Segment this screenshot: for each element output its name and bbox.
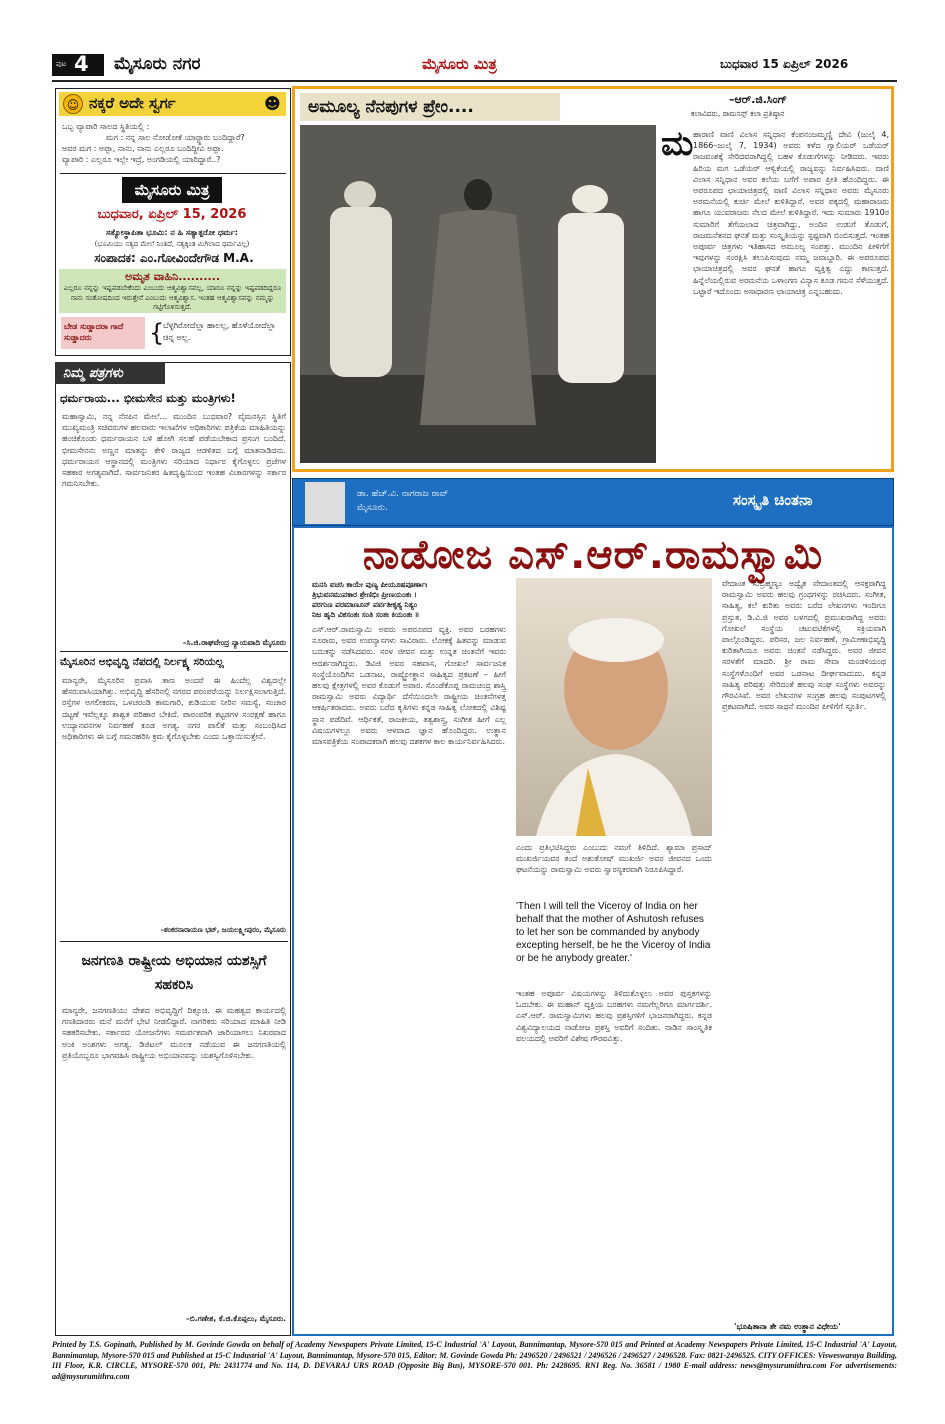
amrutha-band [59,269,286,313]
letter3-title: ಜನಗಣತಿ ರಾಷ್ಟ್ರೀಯ ಅಭಿಯಾನ ಯಶಸ್ಸಿಗೆ ಸಹಕರಿಸಿ [81,953,267,993]
feature2-col2-bottom: ಇಂತಹ ಅಪೂರ್ವ ವಿಷಯಗಳನ್ನು ತಿಳಿದುಕೊಳ್ಳಲು ಅವರ ಪುಸ್ತಕಗಳನ್ನು ಓದಬೇಕು. ಈ ಮಹಾನ್ ವ್ಯಕ್ತಿಯ ಬರಹಗಳು ನಮಗೆಲ್ಲರಿಗೂ ಮಾರ್ಗದರ್ಶಿ. ಎಸ್.ಆರ್. ರಾಮಸ್ವಾಮಿಗಳು ಹಲವು ಪ್ರಶಸ್ತಿಗಳಿಗೆ ಭಾಜನರಾಗಿದ್ದರು. ಕನ್ನಡ ವಿಶ್ವವಿದ್ಯಾಲಯದ ನಾಡೋಜ ಪ್ರಶಸ್ತಿ ಅವರಿಗೆ ಸಂದಿತು. ನಾಡಿನ ಸಾಂಸ್ಕೃತಿಕ ವಲಯದಲ್ಲಿ ಅವರಿಗೆ ವಿಶೇಷ ಗೌರವವಿತ್ತು. [516,989,712,1043]
divider [60,941,288,942]
humor-line: ಅವರ ಮಗ : ಅಪ್ಪಾ, ನಾನು, ನಾನು ಎಲ್ಲರೂ ಬಂದಿದ್ದೀವಿ ಅಪ್ಪಾ. [62,144,224,153]
feature2-col2-top: ಎಂದು ಪ್ರತಿಭಟಿಸಿದ್ದರು ಎಂಬುದು ನಮಗೆ ತಿಳಿದಿದೆ. ಶ್ಯಾಮಾ ಪ್ರಸಾದ್ ಮುಖರ್ಜಿಯವರ ತಂದೆ ಅಶುತೋಷ್ ಮುಖರ್ಜಿ ಅವರ ಜೀವನದ ಒಂದು ಘಟನೆಯನ್ನು ರಾಮಸ್ವಾಮಿ ಅವರು ಸ್ವಾರಸ್ಯಕರವಾಗಿ ನಿರೂಪಿಸಿದ್ದಾರೆ. [516,843,712,875]
mast-date: ಬುಧವಾರ, ಏಪ್ರಿಲ್ 15, 2026 [97,207,247,222]
feature2-body-frame [292,526,894,1336]
letter1-title: ಧರ್ಮರಾಯ... ಭೀಮಸೇನ ಮತ್ತು ಮಂತ್ರಿಗಳು! [60,391,236,405]
verse-line-4: ನಿಜ ಹೃದಿ ವಿಕಸಂತಃ ಸಂತಿ ಸಂತಃ ಕಿಯಂತಃ ॥ [312,610,420,619]
letter3-sign: –ಬಿ.ಗಣೇಶ, ಕೆ.ಜಿ.ಕೊಪ್ಪಲು, ಮೈಸೂರು. [185,1314,286,1323]
amrutha-text: ಎಲ್ಲರೂ ನನ್ನನ್ನು ಇಷ್ಟಪಡಬೇಕೆಂದು ಎಂಬುದು ಆತ್ಮವಿಶ್ವಾಸವಲ್ಲ, ಯಾರೂ ನನ್ನನ್ನು ಇಷ್ಟಪಡದಿದ್ದರೂ ನಾನು ಸಂತೋಷದಿಂದ ಇರುತ್ತೇನೆ ಎಂಬುದು ಆತ್ಮವಿಶ್ವಾಸ. ಇಂತಹ ಆತ್ಮವಿಶ್ವಾಸವನ್ನು ನಮ್ಮನ್ನು ಗಟ್ಟಿಗೊಳಿಸುತ್ತದೆ. [63,284,282,311]
masthead-small: ಮೈಸೂರು ಮಿತ್ರ [422,55,497,73]
proverb-label: ಬೇಡ ಸುಡ್ಡಾದರಾ ಗಾದೆ ಸುಡ್ಡಾದರು [61,317,145,349]
footer-imprint: Printed by T.S. Gopinath, Published by M. Govinde Gowda on behalf of Academy Newspapers Private Limited, 15-C Industrial 'A' Layout, Bannimantap, Mysore-570 015 and Printed at Academy Newspapers Private Limited, 15-C Industrial 'A' Layout, Bannimantap, Mysore-570 015 and Published at 15-C Industrial 'A' Layout, Bannimantap, Mysore-570 015, Editor: M. Govinde Gowda Ph: 2496520 / 2496521 / 2496526 / 2496527 / 2496528. Fax: 0821-2496525. CITY OFFICES: Visweswaraya Building, III Floor, K.R. CIRCLE, MYSORE-570 001, Ph: 2431774 and No. 114, D. DEVARAJ URS ROAD (Opposite Big Bus), MYSORE-570 001. Ph: 2428695. RNI Reg. No. 36581 / 1980 E-mail address: news@mysurumithra.com For advertisements: ad@mysurumithra.com [52,1340,897,1381]
feature1-byline-name: –ಆರ್.ಜಿ.ಸಿಂಗ್ [729,93,788,106]
humor-title: ನಕ್ಕರೆ ಅದೇ ಸ್ವರ್ಗ [89,94,176,112]
feature2-col1: ಎಸ್.ಆರ್.ರಾಮಸ್ವಾಮಿ ಅವರು ಅಪರೂಪದ ವ್ಯಕ್ತಿ. ಅವರ ಬರಹಗಳು ನೂರಾರು, ಅವರ ಉಪನ್ಯಾಸಗಳು ಸಾವಿರಾರು. ಲೋಕಕ್ಕೆ ಹಿತವನ್ನು ಮಾಡುವ ಬದುಕನ್ನು ನಡೆಸಿದವರು. ಸರಳ ಜೀವನ ಮತ್ತು ಉನ್ನತ ಚಿಂತನೆಗೆ ಇವರು ಆದರ್ಶರಾಗಿದ್ದರು. ಡಿವಿಜಿ ಅವರ ಸಹವಾಸ, ಗೋಖಲೆ ಸಾರ್ವಜನಿಕ ಸಂಸ್ಥೆಯೊಂದಿಗಿನ ಒಡನಾಟ, ರಾಷ್ಟ್ರೋತ್ಥಾನ ಸಾಹಿತ್ಯದ ಪ್ರಕಟಣೆ – ಹೀಗೆ ಹಲವು ಕ್ಷೇತ್ರಗಳಲ್ಲಿ ಅವರ ಕೊಡುಗೆ ಅಪಾರ. ಸೊಂಡೆಕೊಪ್ಪ ರಾಮಚಂದ್ರ ಶಾಸ್ತ್ರಿ ರಾಮಸ್ವಾಮಿ ಅವರು ವಿದ್ಯಾರ್ಥಿ ದೆಸೆಯಿಂದಲೇ ರಾಷ್ಟ್ರೀಯ ಚಿಂತನೆಗಳತ್ತ ಆಕರ್ಷಿತರಾದರು. ಅವರು ಬರೆದ ಕೃತಿಗಳು ಕನ್ನಡ ಸಾಹಿತ್ಯ ಲೋಕದಲ್ಲಿ ವಿಶಿಷ್ಟ ಸ್ಥಾನ ಪಡೆದಿವೆ. ಆರ್ಥಿಕತೆ, ರಾಜಕೀಯ, ತತ್ವಶಾಸ್ತ್ರ, ಸಂಗೀತ ಹೀಗೆ ಎಲ್ಲ ವಿಷಯಗಳಲ್ಲೂ ಅವರು ಆಳವಾದ ಜ್ಞಾನ ಹೊಂದಿದ್ದರು. ಉತ್ಥಾನ ಮಾಸಪತ್ರಿಕೆಯ ಸಂಪಾದಕರಾಗಿ ಹಲವು ದಶಕಗಳ ಕಾಲ ಕಾರ್ಯನಿರ್ವಹಿಸಿದರು. [312,625,506,747]
mini-masthead [122,177,222,203]
feature1-title-band [300,93,560,121]
humor-line: ಒಬ್ಬ ವ್ಯಾಪಾರಿ ಸಾಲದ ಸ್ಥಿತಿಯಲ್ಲಿ : [62,122,150,131]
feature1-body: ಹಾರಾಣಿ ವಾಣಿ ವಿಲಾಸ ಸನ್ನಿಧಾನ ಕೆಂಪನಂಜಮ್ಮಣ್ಣಿ ದೇವಿ (ಜುಲೈ 4, 1866–ಜುಲೈ 7, 1934) ಅವರು ಕಳೆದ ಗ್ವಾಲಿಯರ್ ಒಡೆಯರ್ ರಾಜವಂಶಕ್ಕೆ ಸೇರಿದವರಾಗಿದ್ದಲ್ಲಿ ಬಹಳ ಕೊಡುಗೆಗಳನ್ನು ನೀಡಿದರು. ಇವರು ಹಿರಿಯ ಮಗ ಒಡೆಯರ್ ಆಳ್ವಿಕೆಯಲ್ಲಿ ರಾಜ್ಯವನ್ನು ನಿರ್ವಹಿಸಿದರು. ವಾಣಿ ವಿಲಾಸ ಸನ್ನಿಧಾನ ಅವರ ಕಲೆಯ ಬಗೆಗೆ ಅಪಾರ ಪ್ರೀತಿ ಹೊಂದಿದ್ದರು. ಈ ಅಪರೂಪದ ಛಾಯಾಚಿತ್ರದಲ್ಲಿ ವಾಣಿ ವಿಲಾಸ ಸನ್ನಿಧಾನ ಅವರು ಮೈಸೂರು ಅರಮನೆಯಲ್ಲಿ ಕುರ್ಚಿ ಮೇಲೆ ಕುಳಿತಿದ್ದಾರೆ. ಅವರ ಪಕ್ಕದಲ್ಲಿ ಮಹಾರಾಜರು ಹಾಗೂ ಯುವರಾಜರು ನೆಲದ ಮೇಲೆ ಕುಳಿತಿದ್ದಾರೆ. ಇದು ಸುಮಾರು 1910ರ ಸುಮಾರಿಗೆ ತೆಗೆಯಲಾದ ಚಿತ್ರವಾಗಿದ್ದು, ಅಂದಿನ ಉಡುಗೆ ತೊಡುಗೆ, ರಾಜಮನೆತನದ ಘನತೆ ಮತ್ತು ಸಂಸ್ಕೃತಿಯನ್ನು ಸ್ಪಷ್ಟವಾಗಿ ಬಿಂಬಿಸುತ್ತದೆ. ಇಂತಹ ಅಪೂರ್ವ ಚಿತ್ರಗಳು ಇತಿಹಾಸದ ಅಮೂಲ್ಯ ಸಂಪತ್ತು. ಮುಂದಿನ ಪೀಳಿಗೆಗೆ ಇವುಗಳನ್ನು ಸಂರಕ್ಷಿಸಿ ತಲುಪಿಸುವುದು ನಮ್ಮ ಜವಾಬ್ದಾರಿ. ಈ ಅಪರೂಪದ ಛಾಯಾಚಿತ್ರದಲ್ಲಿ ಅವರ ಘನತೆ ಹಾಗೂ ವ್ಯಕ್ತಿತ್ವ ಎದ್ದು ಕಾಣುತ್ತದೆ. ಹಿನ್ನೆಲೆಯಲ್ಲಿರುವ ಅರಮನೆಯ ಒಳಾಂಗಣ ವಿನ್ಯಾಸ ಕೂಡ ಗಮನ ಸೆಳೆಯುತ್ತದೆ. ಒಟ್ಟಾರೆ ಇದೊಂದು ಅಸಾಧಾರಣ ಛಾಯಾಚಿತ್ರ ಎನ್ನಬಹುದು. [693,130,889,296]
letter1-sign: –ಸಿ.ಜಿ.ರಾಘವೇಂದ್ರ ನ್ಯಾಯವಾದಿ ಮೈಸೂರು [182,638,286,647]
feature2-headline: ನಾಡೋಜ ಎಸ್.ಆರ್.ರಾಮಸ್ವಾಮಿ [362,532,824,578]
feature1-dropcap: ಮ [661,124,694,164]
letters-box [55,362,291,1336]
divider [60,173,286,174]
section-title: ಮೈಸೂರು ನಗರ [114,54,201,74]
humor-box [55,88,291,356]
divider [60,651,288,652]
portrait-figures [300,125,656,463]
feature2-header [292,478,894,526]
portrait-sketch [516,578,712,836]
column-name: ಸಂಸ್ಕೃತಿ ಚಿಂತನಾ [733,491,813,509]
ramaswamy-photo [516,578,712,836]
verse-line-2: ತ್ರಿಭುವನಮುಪಕಾರ ಶ್ರೇಣಿಭಿಃ ಪ್ರೀಣಯಂತಃ । [312,590,417,599]
verse-line-1: ಮನಸಿ ವಚಸಿ ಕಾಯೇ ಪುಣ್ಯ ಪೀಯೂಷಪೂರ್ಣಾಃ [312,580,428,589]
pull-quote: 'Then I will tell the Viceroy of India on her behalf that the mother of Ashutosh refuses to let her son be commanded by anybody excepting herself, be he the Viceroy of India or be he anybody greater.' [516,901,711,964]
letter2-title: ಮೈಸೂರಿನ ಅಭಿವೃದ್ಧಿ ನೆಪದಲ್ಲಿ ನಿರ್ಲಕ್ಷ್ಯ ಸರಿಯಲ್ಲ [60,656,224,668]
feature2-col3: ವೇದಾಂತ ಸುಬ್ರಹ್ಮಣ್ಯಂ ಅದ್ವೈತ ವೇದಾಂತದಲ್ಲಿ ಆಸಕ್ತರಾಗಿದ್ದ ರಾಮಸ್ವಾಮಿ ಅವರು ಹಲವು ಗ್ರಂಥಗಳನ್ನು ರಚಿಸಿದರು. ಸಂಗೀತ, ಸಾಹಿತ್ಯ, ಕಲೆ ಕುರಿತು ಅವರು ಬರೆದ ಲೇಖನಗಳು ಇಂದಿಗೂ ಪ್ರಸ್ತುತ. ಡಿ.ವಿ.ಜಿ ಅವರ ಬಳಗದಲ್ಲಿ ಪ್ರಮುಖರಾಗಿದ್ದ ಅವರು ಗೋಖಲೆ ಸಂಸ್ಥೆಯ ಚಟುವಟಿಕೆಗಳಲ್ಲಿ ಸಕ್ರಿಯವಾಗಿ ಪಾಲ್ಗೊಂಡಿದ್ದರು. ಪರಿಸರ, ಜಲ ನಿರ್ವಹಣೆ, ಗ್ರಾಮೀಣಾಭಿವೃದ್ಧಿ ಕುರಿತಾಗಿಯೂ ಅವರು ಚಿಂತನೆ ನಡೆಸಿದ್ದರು. ಅವರ ಜೀವನ ಸರಳತೆಗೆ ಮಾದರಿ. ಶ್ರೀ ರಾಮ ಸೇವಾ ಮಂಡಳಿಯಂಥ ಸಂಸ್ಥೆಗಳೊಂದಿಗೆ ಅವರ ಒಡನಾಟ ದೀರ್ಘವಾದುದು. ಕನ್ನಡ ಸಾಹಿತ್ಯ ಪರಿಷತ್ತು ಸೇರಿದಂತೆ ಹಲವು ಸಂಘ ಸಂಸ್ಥೆಗಳು ಅವರನ್ನು ಗೌರವಿಸಿವೆ. ಅವರ ಲೇಖನಗಳ ಸಂಗ್ರಹ ಹಲವು ಸಂಪುಟಗಳಲ್ಲಿ ಪ್ರಕಟವಾಗಿದೆ. ಅವರ ಸಾಧನೆ ಮುಂದಿನ ಪೀಳಿಗೆಗೆ ಸ್ಫೂರ್ತಿ. [722,579,886,712]
feature1-byline-role: ಕಲಾವಿದರು, ರಾಮಸನ್ಸ್ ಕಲಾ ಪ್ರತಿಷ್ಠಾನ [691,109,785,118]
author-photo [305,482,345,524]
letter3-body: ಮಾನ್ಯರೇ, ಜನಗಣತಿಯು ದೇಶದ ಅಭಿವೃದ್ಧಿಗೆ ದಿಕ್ಸೂಚಿ. ಈ ಮಹತ್ವದ ಕಾರ್ಯದಲ್ಲಿ ಗಣತಿದಾರರು ಮನೆ ಮನೆಗೆ ಭೇಟಿ ನೀಡಲಿದ್ದಾರೆ. ನಾಗರಿಕರು ಸರಿಯಾದ ಮಾಹಿತಿ ನೀಡಿ ಸಹಕರಿಸಬೇಕು. ಸರ್ಕಾರದ ಯೋಜನೆಗಳು ಸಮರ್ಪಕವಾಗಿ ಜಾರಿಯಾಗಲು ನಿಖರವಾದ ಅಂಕಿ ಅಂಶಗಳು ಅಗತ್ಯ. ಡಿಜಿಟಲ್ ಮೂಲಕ ನಡೆಯುವ ಈ ಜನಗಣತಿಯಲ್ಲಿ ಪ್ರತಿಯೊಬ್ಬರೂ ಭಾಗವಹಿಸಿ ರಾಷ್ಟ್ರೀಯ ಅಭಿಯಾನವನ್ನು ಯಶಸ್ವಿಗೊಳಿಸಬೇಕು. [62,1006,286,1060]
humor-line: ಮಗ : ನನ್ನ ಸಾಲ ನೋಡೋಕೆ ಯಾರ್‍ದ್ದಾರು ಬಂದಿದ್ದಾರೆ? [106,133,245,142]
royal-portrait-photo [300,125,656,463]
letter1-body: ಮಹಾಸ್ವಾಮಿ, ನನ್ನ ನೆನಪಿನ ಮೇಲೆ... ಮುಂದಿನ ಬುಧವಾರ? ವೈಮನಸ್ಸಿನ ಸ್ಥಿತಿಗೆ ಮುಖ್ಯಮಂತ್ರಿ ಸಚಿವರುಗಳ ಹಲವಾರು ಇಲಾಖೆಗಳ ಅಧಿಕಾರಿಗಳು ಪತ್ರಿಕೆಯ ಮಾಹಿತಿಯನ್ನು ಹಂಚಿಕೊಂಡು ಧರ್ಮರಾಯನ ಬಳಿ ಹೋಗಿ ಸಲಹೆ ಪಡೆಯಬೇಕಾದ ಪ್ರಸಂಗ ಬಂದಿದೆ. ಭೀಮಸೇನನು ಅಣ್ಣನ ಮಾತನ್ನು ಕೇಳಿ ರಾಜ್ಯದ ಆಡಳಿತದ ಬಗ್ಗೆ ಮಾತನಾಡಿದನು. ಧರ್ಮರಾಯನ ಆಸ್ಥಾನದಲ್ಲಿ ಮಂತ್ರಿಗಳು ಸರಿಯಾದ ನಿರ್ಧಾರ ಕೈಗೊಳ್ಳಲು ಪ್ರಜೆಗಳ ಸಹಕಾರ ಅಗತ್ಯವಾಗಿದೆ. ಸಾರ್ವಜನಿಕರ ಹಿತದೃಷ್ಟಿಯಿಂದ ಇಂತಹ ವಿಚಾರಗಳನ್ನು ಸರ್ಕಾರ ಗಮನಿಸಬೇಕು. [62,412,286,489]
page-number: 4 [74,52,89,76]
mast-editor: ಸಂಪಾದಕ: ಎಂ.ಗೋವಿಂದೇಗೌಡ M.A. [94,251,254,265]
proverb-row [59,317,286,351]
letter2-sign: –ಶಂಕರನಾರಾಯಣ ಭಟ್, ಜಯಲಕ್ಷ್ಮೀಪುರಂ, ಮೈಸೂರು [160,926,286,934]
feature1-title: ಅಮೂಲ್ಯ ನೆನಪುಗಳ ಪ್ರೇಂ.... [308,97,474,117]
verse [312,580,522,620]
amrutha-title: ಅಮೃತ ವಾಹಿನಿ.......... [124,270,221,283]
humor-lines [62,121,286,165]
letters-header [55,362,165,384]
verse-line-3: ಪರಗುಣ ಪರಮಾಣೂನ್ ಪರ್ವತೀಕೃತ್ಯ ನಿತ್ಯಂ [312,600,418,609]
humor-title-band [59,92,286,116]
author-name: ಡಾ. ಹೆಚ್.ವಿ. ನಾಗರಾಜ ರಾವ್ [357,489,449,499]
feature1-frame [292,86,894,472]
page-label: ಪುಟ [56,60,67,68]
mast-motto: ಸತ್ಯೋಸ್ಥಾಪಿತಾ ಭೂಮಿ: ನ ಹಿ ಸತ್ಯಾತ್ಪರೋ ಧರ್ಮ: [105,228,239,237]
mini-masthead-text: ಮೈಸೂರು ಮಿತ್ರ [134,181,210,199]
brace: { [149,319,165,347]
laugh-emoji-icon: ☺ [63,94,83,114]
header-date: ಬುಧವಾರ 15 ಏಪ್ರಿಲ್ 2026 [720,57,849,71]
col3-closing: 'ಭೂಷಿತಾನಾ ತೇ ನಮ ಉತ್ಥಾನ ವಿಧೇಯ' [734,1322,841,1331]
page-header [52,52,897,78]
page-number-box [52,54,104,76]
proverb-text: ಬೆಳ್ಳಗಿರೋದೆಲ್ಲಾ ಹಾಲಲ್ಲ, ಹೊಳೆಯೋದೆಲ್ಲಾ ಚಿನ್ನ ಅಲ್ಲ. [163,321,276,342]
letters-header-text: ನಿಮ್ಮ ಪತ್ರಗಳು [63,366,123,381]
humor-line: ವ್ಯಾಪಾರಿ : ಎಲ್ಲರೂ ಇಲ್ಲೇ ಇದ್ರೆ, ಅಂಗಡಿಯಲ್ಲಿ ಯಾರಿದ್ದಾರೆ..? [62,155,221,164]
mast-motto-note: (ಭೂಮಿಯು ಸತ್ಯದ ಮೇಲೆ ನಿಂತಿದೆ, ಸತ್ಯಕ್ಕಿಂತ ಮಿಗಿಲಾದ ಧರ್ಮವಿಲ್ಲ) [94,240,250,248]
figure-icon: ☻ [264,94,281,113]
author-place: ಮೈಸೂರು. [357,503,388,513]
header-rule [52,80,897,82]
letter2-body: ಮಾನ್ಯರೇ, ಮೈಸೂರಿನ ಪ್ರವಾಸಿ ತಾಣ ಅಂದರೆ ಈ ಹಿಂದೆಲ್ಲ ವಿಶ್ವದಲ್ಲೇ ಹೆಸರುವಾಸಿಯಾಗಿತ್ತು. ಅಭಿವೃದ್ಧಿ ಹೆಸರಿನಲ್ಲಿ ನಗರದ ಪರಂಪರೆಯನ್ನು ನಿರ್ಲಕ್ಷಿಸಲಾಗುತ್ತಿದೆ. ರಸ್ತೆಗಳ ಅಗಲೀಕರಣ, ಒಳಚರಂಡಿ ಕಾಮಗಾರಿ, ಕುಡಿಯುವ ನೀರಿನ ಸಮಸ್ಯೆ, ಸಂಚಾರ ದಟ್ಟಣೆ ಇವೆಲ್ಲಕ್ಕೂ ಶಾಶ್ವತ ಪರಿಹಾರ ಬೇಕಿದೆ. ಪಾರಂಪರಿಕ ಕಟ್ಟಡಗಳ ಸಂರಕ್ಷಣೆ ಹಾಗೂ ಉದ್ಯಾನವನಗಳ ನಿರ್ವಹಣೆ ಕೂಡ ಅಗತ್ಯ. ನಗರ ಪಾಲಿಕೆ ಮತ್ತು ಸಂಬಂಧಿಸಿದ ಅಧಿಕಾರಿಗಳು ಈ ಬಗ್ಗೆ ಗಮನಹರಿಸಿ ಕ್ರಮ ಕೈಗೊಳ್ಳಬೇಕು ಎಂದು ಒತ್ತಾಯಿಸುತ್ತೇನೆ. [62,676,286,742]
